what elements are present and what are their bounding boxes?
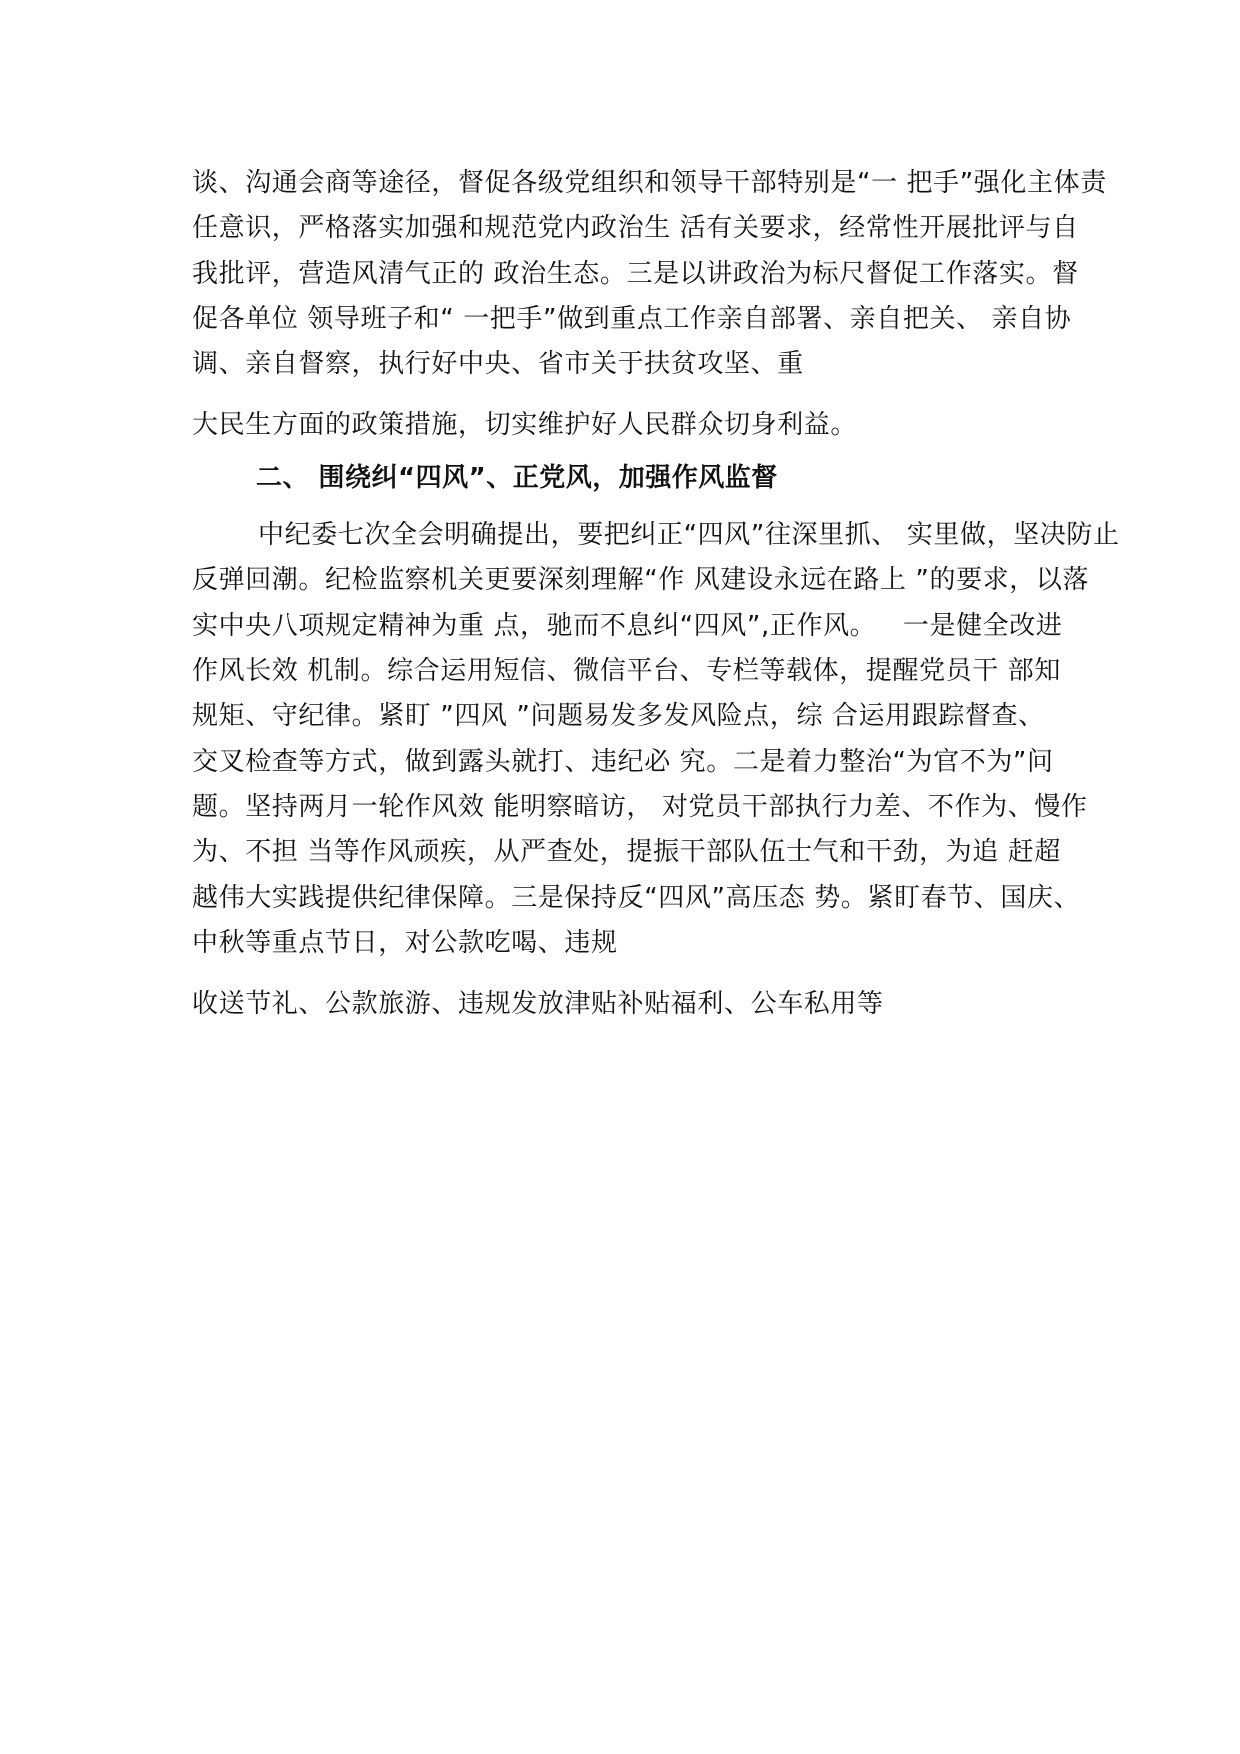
text-line: 规矩、守纪律。紧盯 ”四风 ”问题易发多发风险点，综 合运用跟踪督查、 xyxy=(192,701,1045,731)
text-line: 作风长效 机制。综合运用短信、微信平台、专栏等载体，提醒党员干 部知 xyxy=(192,656,1061,686)
text-line: 调、亲自督察，执行好中央、省市关于扶贫攻坚、重 xyxy=(192,349,804,379)
text-line: 我批评，营造风清气正的 政治生态。三是以讲政治为标尺督促工作落实。督 xyxy=(192,259,1079,289)
text-line: 反弹回潮。纪检监察机关更要深刻理解“作 风建设永远在路上 ”的要求，以落 xyxy=(192,565,1090,595)
text-line: 促各单位 领导班子和“ 一把手”做到重点工作亲自部署、亲自把关、 亲自协 xyxy=(192,304,1072,334)
text-line: 为、不担 当等作风顽疾，从严查处，提振干部队伍士气和干劲，为追 赶超 xyxy=(192,837,1061,867)
text-line: 任意识，严格落实加强和规范党内政治生 活有关要求，经常性开展批评与自 xyxy=(192,213,1079,243)
text-line: 中秋等重点节日，对公款吃喝、违规 xyxy=(192,928,618,958)
text-line: 中纪委七次全会明确提出，要把纠正“四风”往深里抓、 实里做，坚决防止 xyxy=(258,520,1120,550)
text-line: 大民生方面的政策措施，切实维护好人民群众切身利益。 xyxy=(192,410,858,440)
text-line: 越伟大实践提供纪律保障。三是保持反“四风”高压态 势。紧盯春节、国庆、 xyxy=(192,883,1081,913)
text-line: 谈、沟通会商等途径，督促各级党组织和领导干部特别是“一 把手”强化主体责 xyxy=(192,168,1107,198)
section-heading: 二、 围绕纠“四风”、正党风，加强作风监督 xyxy=(256,463,778,493)
text-line: 题。坚持两月一轮作风效 能明察暗访， 对党员干部执行力差、不作为、慢作 xyxy=(192,792,1088,822)
text-line: 交叉检查等方式，做到露头就打、违纪必 究。二是着力整治“为官不为”问 xyxy=(192,747,1054,777)
text-line: 实中央八项规定精神为重 点，驰而不息纠“四风”,正作风。 一是健全改进 xyxy=(192,611,1063,641)
text-line: 收送节礼、公款旅游、违规发放津贴补贴福利、公车私用等 xyxy=(192,989,884,1019)
